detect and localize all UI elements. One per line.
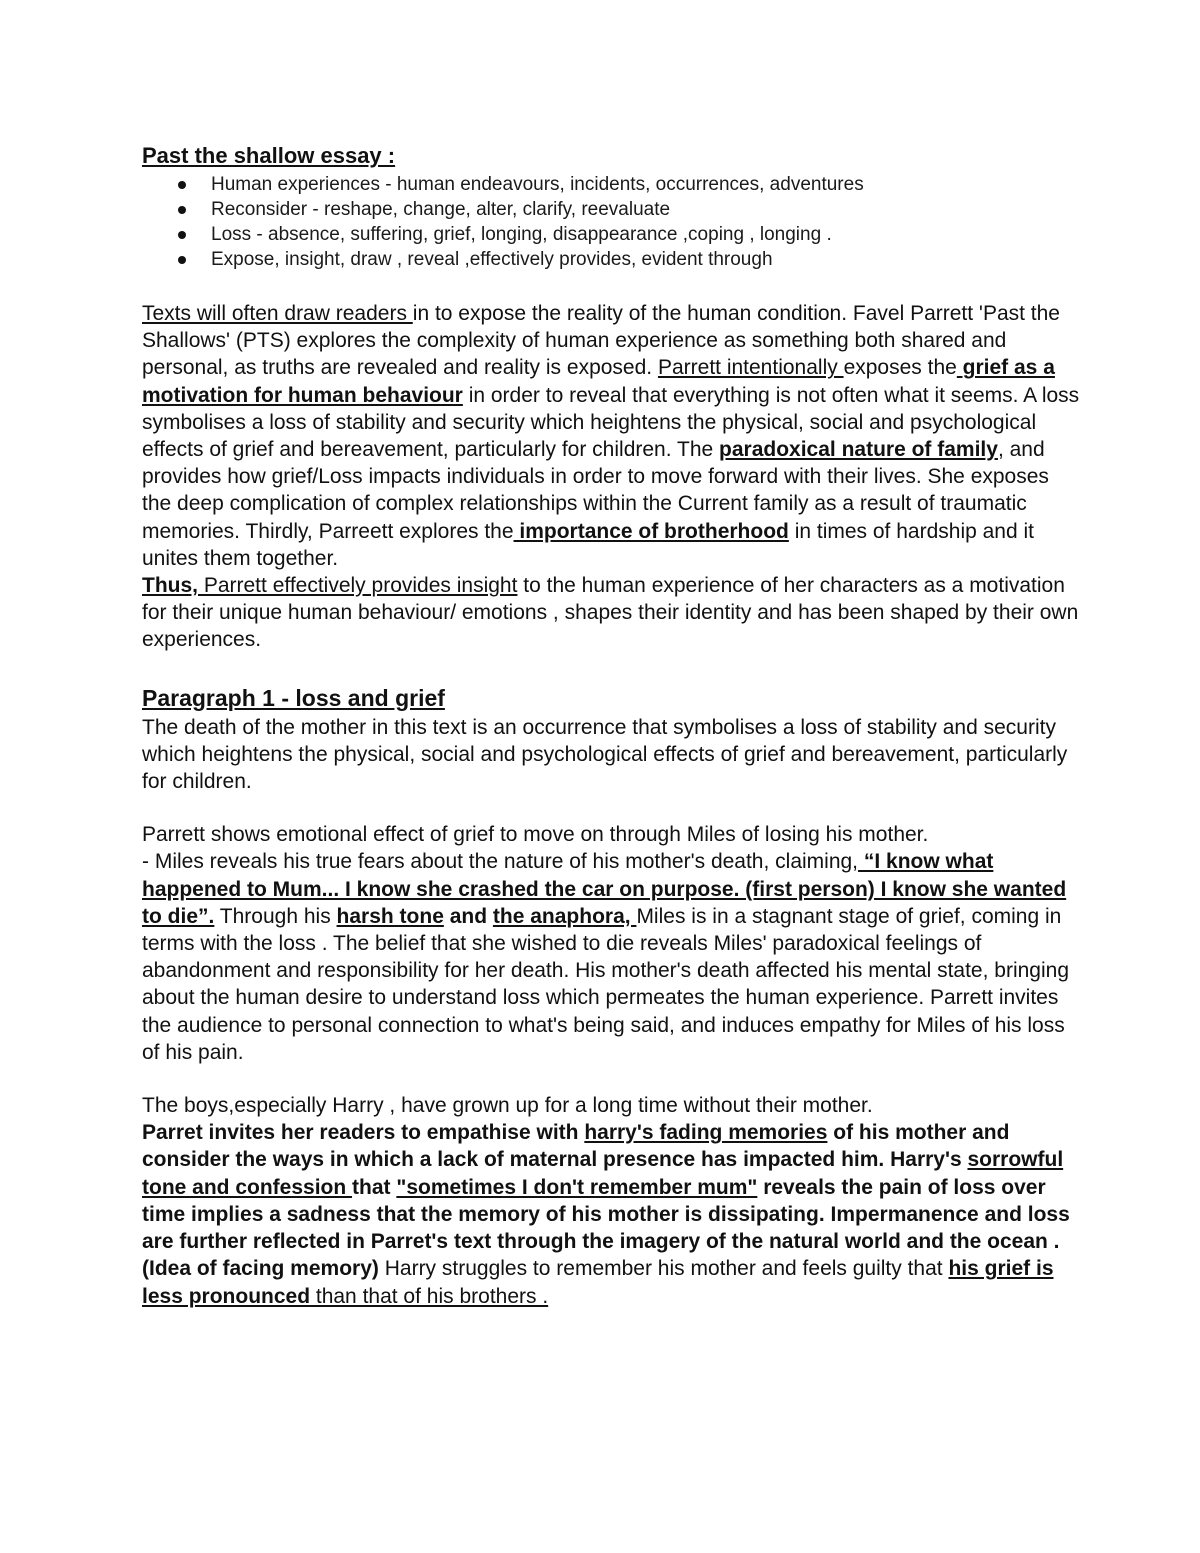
intro-paragraph: Texts will often draw readers in to expose the reality of the human condition. Favel Parrett 'Past the Shallows' (PTS) explores the complexity of human experience as something both shared and personal, as truths are revealed and reality is exposed. Parrett intentionally exposes the grief as a motivation for human behaviour in order to reveal that everything is not often what it seems. A loss symbolises a loss of stability and security which heightens the physical, social and psychological effects of grief and bereavement, particularly for children. The paradoxical nature of family, and provides how grief/Loss impacts individuals in order to move forward with their lives. She exposes the deep complication of complex relationships within the Current family as a result of traumatic memories. Thirdly, Parreett explores the importance of brotherhood in times of hardship and it unites them together. Thus, Parrett effectively provides insight to the human experience of her characters as a motivation for their unique human behaviour/ emotions , shapes their identity and has been shaped by their own experiences. (142, 302, 1080, 652)
keyword-list (142, 172, 1082, 272)
paragraph-heading: Paragraph 1 - loss and grief (142, 684, 445, 711)
list-item: Reconsider - reshape, change, alter, clarify, reevaluate (211, 197, 1082, 222)
bullet-icon (178, 206, 186, 214)
bullet-icon (178, 256, 186, 264)
body-paragraph: Parrett shows emotional effect of grief to move on through Miles of losing his mother. - Miles reveals his true fears about the nature of his mother's death, claiming, “I know what happened to Mum... I know she crashed the car on purpose. (first person) I know she wanted to die”. Through his harsh tone and the anaphora, Miles is in a stagnant stage of grief, coming in terms with the loss . The belief that she wished to die reveals Miles' paradoxical feelings of abandonment and responsibility for her death. His mother's death affected his mental state, bringing about the human desire to understand loss which permeates the human experience. Parrett invites the audience to personal connection to what's being said, and induces empathy for Miles of his loss of his pain. (142, 823, 1070, 1064)
document-title: Past the shallow essay : (142, 143, 396, 168)
body-paragraph: The death of the mother in this text is an occurrence that symbolises a loss of stability and security which heightens the physical, social and psychological effects of grief and bereavement, particularly for children. (142, 715, 1068, 794)
list-item: Expose, insight, draw , reveal ,effectively provides, evident through (211, 247, 1082, 272)
body-paragraph: The boys,especially Harry , have grown up for a long time without their mother. Parret invites her readers to empathise with harry's fading memories of his mother and consider the ways in which a lack of maternal presence has impacted him. Harry's sorrowful tone and confession that "sometimes I don't remember mum" reveals the pain of loss over time implies a sadness that the memory of his mother is dissipating. Impermanence and loss are further reflected in Parret's text through the imagery of the natural world and the ocean . (Idea of facing memory) Harry struggles to remember his mother and feels guilty that his grief is less pronounced than that of his brothers . (142, 1094, 1070, 1308)
document-page (142, 140, 1082, 1310)
list-item: Human experiences - human endeavours, incidents, occurrences, adventures (211, 172, 1082, 197)
bullet-icon (178, 181, 186, 189)
bullet-icon (178, 231, 186, 239)
list-item: Loss - absence, suffering, grief, longing, disappearance ,coping , longing . (211, 222, 1082, 247)
